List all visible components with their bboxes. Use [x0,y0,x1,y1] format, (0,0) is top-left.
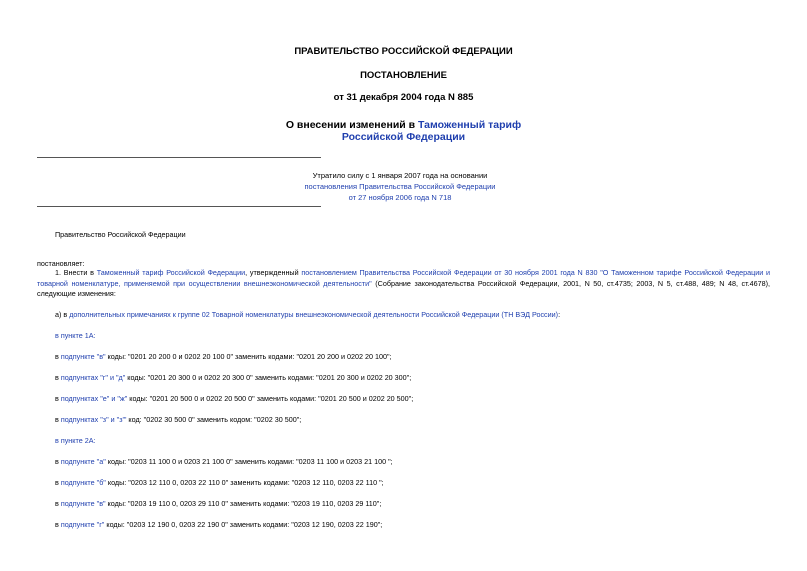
status-link-decree[interactable]: постановления Правительства Российской Федерации [304,182,496,191]
line-pre: в [55,352,61,361]
decrees-label: постановляет: [37,259,85,268]
divider-bottom [37,206,321,207]
subpoint-link[interactable]: подпункте "г" [60,520,105,529]
subpoint-link[interactable]: подпунктах "г" и "д" [60,373,126,382]
subpoint-link[interactable]: подпункте "б" [60,478,106,487]
subpoint-link[interactable]: подпункте "в" [60,352,106,361]
government-label: Правительство Российской Федерации [55,230,186,239]
title-link-tariff[interactable]: Таможенный тариф [418,119,522,131]
line-text: коды: "0203 12 110 0, 0203 22 110 0" заменить кодами: "0203 12 110, 0203 22 110 "; [105,478,384,487]
line-1a-ezh [55,393,413,404]
line-pre: в [55,457,61,466]
p1-link-decree[interactable]: постановлением Правительства Российской Федерации от 30 ноября 2001 года N 830 "О Таможенном тарифе Российской Федерации и товарной номенклатуре, применяемой при осуществлении внешнеэкономической деятельности" [37,268,771,288]
line-pre: в [55,373,61,382]
subpoint-link[interactable]: подпункте "в" [60,499,106,508]
p1-link-tariff[interactable]: Таможенный тариф Российской Федерации [96,268,246,277]
subpoint-link[interactable]: подпунктах "з" и "з'" [60,415,127,424]
line-text: коды: "0203 12 190 0, 0203 22 190 0" заменить кодами: "0203 12 190, 0203 22 190"; [104,520,383,529]
title-link-rf[interactable]: Российской Федерации [341,131,466,143]
item-1a-link[interactable]: в пункте 1А: [55,331,96,340]
line-text: коды: "0203 11 100 0 и 0203 21 100 0" заменить кодами: "0203 11 100 и 0203 21 100 "; [105,457,393,466]
item-a-link[interactable]: дополнительных примечаниях к группе 02 Товарной номенклатуры внешнеэкономической деятельности Российской Федерации (ТН ВЭД России) [69,310,559,319]
item-a-suffix: : [558,310,561,319]
p1-end: (Собрание законодательства Российской Федерации, 2001, N 50, ст.4735; 2003, N 5, ст.488, 489; N 48, ст.4678), следующие изменения: [37,278,770,298]
line-pre: в [55,520,61,529]
subpoint-link[interactable]: подпункте "а" [60,457,106,466]
line-1a-v [55,351,392,362]
document-title [0,119,807,143]
line-pre: в [55,394,61,403]
document-date: от 31 декабря 2004 года N 885 [333,92,474,103]
line-text: код: "0202 30 500 0" заменить кодом: "0202 30 500"; [126,415,302,424]
line-text: коды: "0201 20 300 0 и 0202 20 300 0" заменить кодами: "0201 20 300 и 0202 20 300"; [125,373,412,382]
item-2a-link[interactable]: в пункте 2А: [55,436,96,445]
line-text: коды: "0201 20 500 0 и 0202 20 500 0" заменить кодами: "0201 20 500 и 0202 20 500"; [127,394,414,403]
item-a [55,309,560,320]
government-header: ПРАВИТЕЛЬСТВО РОССИЙСКОЙ ФЕДЕРАЦИИ [294,46,513,57]
line-pre: в [55,415,61,424]
status-link-date[interactable]: от 27 ноября 2006 года N 718 [348,193,452,202]
line-text: коды: "0201 20 200 0 и 0202 20 100 0" заменить кодами: "0201 20 200 и 0202 20 100"; [105,352,392,361]
line-1a-gd [55,372,411,383]
line-pre: в [55,499,61,508]
line-2a-v [55,498,381,509]
line-1a-z [55,414,301,425]
status-note [200,170,600,203]
line-2a-a [55,456,393,467]
p1-start: 1. Внести в [55,268,97,277]
p1-mid: , утвержденный [245,268,302,277]
line-2a-g [55,519,382,530]
item-a-prefix: а) в [55,310,70,319]
line-text: коды: "0203 19 110 0, 0203 29 110 0" заменить кодами: "0203 19 110, 0203 29 110"; [105,499,382,508]
document-type: ПОСТАНОВЛЕНИЕ [360,70,447,81]
line-2a-b [55,477,384,488]
divider-top [37,157,321,158]
title-prefix: О внесении изменений в [285,119,419,131]
paragraph-1 [37,268,770,300]
line-pre: в [55,478,61,487]
status-line: Утратило силу с 1 января 2007 года на основании [312,171,488,180]
subpoint-link[interactable]: подпунктах "е" и "ж" [60,394,128,403]
